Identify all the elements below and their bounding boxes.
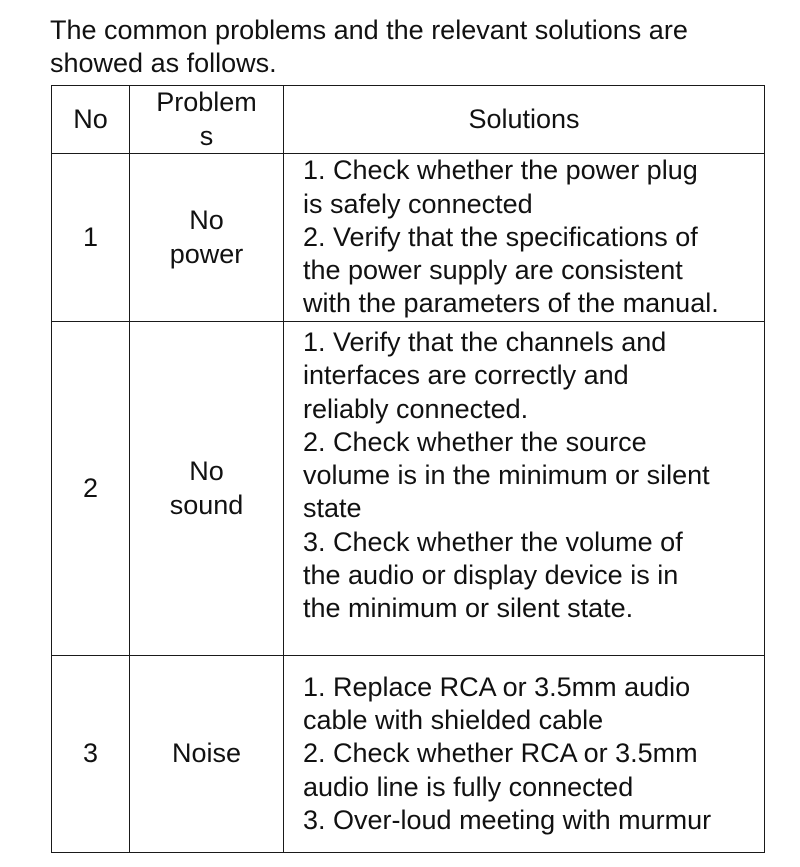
solution-line: 2. Verify that the specifications of xyxy=(303,221,698,252)
row-problem-line: power xyxy=(169,238,244,269)
row-no: 2 xyxy=(52,322,130,656)
row-no: 3 xyxy=(52,656,130,853)
troubleshooting-table xyxy=(51,85,765,853)
solution-line: volume is in the minimum or silent xyxy=(303,460,710,491)
header-problems xyxy=(130,86,284,154)
table-row xyxy=(52,154,765,322)
row-solutions xyxy=(284,322,765,656)
row-problem-line: sound xyxy=(169,489,244,520)
header-problems-line-2: s xyxy=(199,120,214,151)
solution-line: state xyxy=(303,493,362,524)
header-problems-line-1: Problem xyxy=(156,87,257,118)
row-solutions xyxy=(284,154,765,322)
solution-line: 3. Over-loud meeting with murmur xyxy=(303,804,712,835)
row-problem xyxy=(130,656,284,853)
solution-line: 1. Check whether the power plug xyxy=(303,155,698,186)
row-problem-line: Noise xyxy=(171,738,242,769)
solution-line: 1. Replace RCA or 3.5mm audio xyxy=(303,671,691,702)
table-row xyxy=(52,656,765,853)
table-header-row xyxy=(52,86,765,154)
row-problem xyxy=(130,322,284,656)
solution-line: with the parameters of the manual. xyxy=(303,288,719,319)
intro-line-2: showed as follows. xyxy=(50,48,277,78)
row-problem-line: No xyxy=(189,456,224,487)
table-row xyxy=(52,322,765,656)
solution-line: is safely connected xyxy=(303,188,533,219)
intro-line-1: The common problems and the relevant solutions are xyxy=(50,15,688,45)
solution-line: 1. Verify that the channels and xyxy=(303,327,667,357)
row-problem xyxy=(130,154,284,322)
row-solutions xyxy=(284,656,765,853)
solution-line: 3. Check whether the volume of xyxy=(303,526,683,557)
solution-line: cable with shielded cable xyxy=(303,705,604,736)
header-solutions: Solutions xyxy=(284,86,765,154)
solution-line: the power supply are consistent xyxy=(303,255,683,286)
solution-line: 2. Check whether the source xyxy=(303,426,647,457)
solution-line: the minimum or silent state. xyxy=(303,593,634,624)
solution-line: audio line is fully connected xyxy=(303,771,634,802)
solution-line: the audio or display device is in xyxy=(303,560,679,591)
row-problem-line: No xyxy=(189,205,224,236)
intro-text xyxy=(50,14,770,80)
solution-line: 2. Check whether RCA or 3.5mm xyxy=(303,738,698,769)
row-no: 1 xyxy=(52,154,130,322)
solution-line: interfaces are correctly and xyxy=(303,360,629,391)
header-no: No xyxy=(52,86,130,154)
solution-line: reliably connected. xyxy=(303,393,529,424)
